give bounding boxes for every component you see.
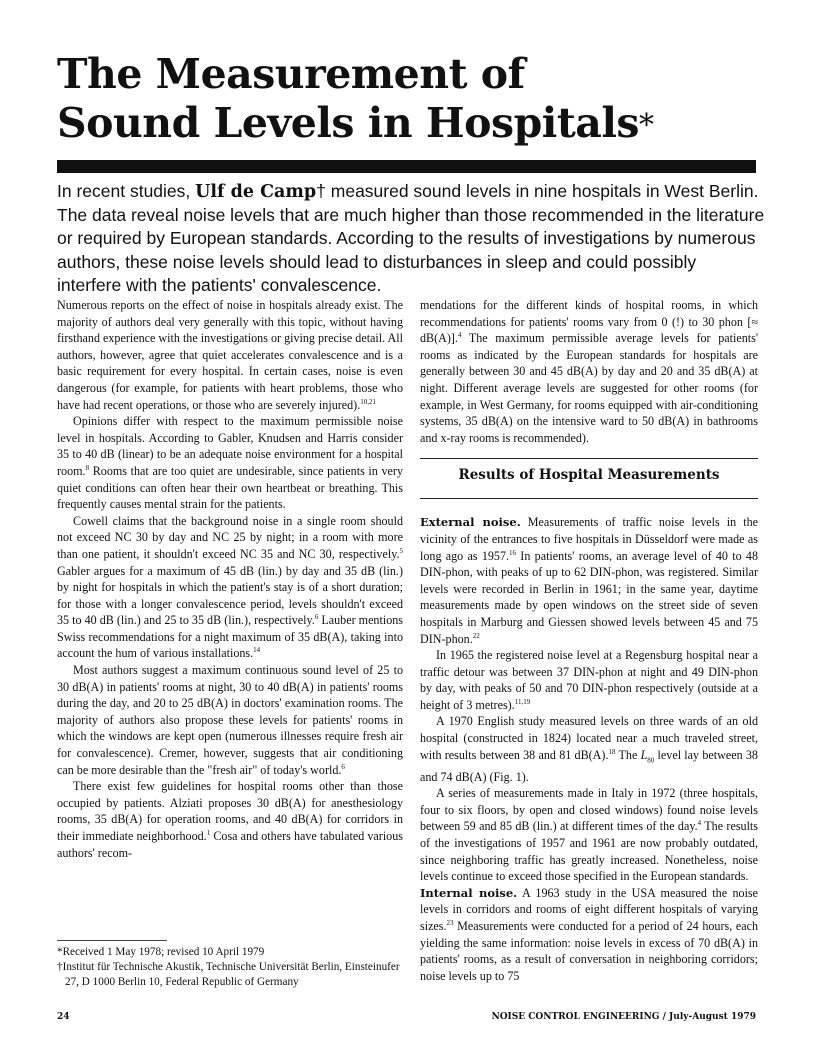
reference-mark: 11,19 (514, 697, 531, 706)
reference-mark: 23 (446, 918, 454, 927)
heading-rule-bottom (420, 498, 758, 500)
reference-mark: 22 (472, 631, 480, 640)
reference-mark: 1 (206, 828, 211, 837)
reference-mark: 8 (85, 463, 90, 472)
reference-mark: 16 (509, 548, 517, 557)
paragraph: There exist few guidelines for hospital rooms other than those occupied by patients. Alziati proposes 30 dB(A) for anesthesiology rooms, 35 dB(A) for operation rooms, and 40 dB(A) for corridors in their immediate neighborhood.$^1$ Cosa and others have tabulated various authors' recom- (57, 779, 403, 860)
level-subscript: 80 (647, 756, 655, 765)
paragraph: mendations for the different kinds of hospital rooms, in which recommendations for patients' rooms vary from 0 (!) to 30 phon [≈ dB(A)].$^4$ The maximum permissible average levels for patients' rooms as indicated by the European standards for hospitals are generally between 30 and 45 dB(A) by day and 20 and 35 dB(A) at night. Different average levels are suggested for other rooms (for example, in West Germany, for rooms equipped with air-conditioning systems, 35 dB(A) on the intensive ward to 50 dB(A) in bathrooms and x-ray rooms is recommended). (420, 298, 758, 445)
title-line-2: Sound Levels in Hospitals (57, 99, 639, 147)
reference-mark: 18 (608, 747, 616, 756)
footnotes (57, 945, 403, 990)
paragraph: External noise. Measurements of traffic noise levels in the vicinity of the entrances to five hospitals in Düsseldorf were made as long ago as 1957.16 In patients' rooms, an average level of 40 to 48 DIN-phon, with peaks of up to 62 DIN-phon, was registered. Similar levels were recorded in Berlin in 1961; in the same year, daytime measurements made by open windows on the street side of seven hospitals in Marburg and Giessen showed levels between 45 and 75 DIN-phon.$^{22}$ (420, 515, 758, 646)
footnote-rule (57, 940, 167, 941)
lead-paragraph: In recent studies, Ulf de Camp† measured sound levels in nine hospitals in West Berlin. The data reveal noise levels that are much higher than those recommended in the literature or required by European standards. According to the results of investigations by numerous authors, these noise levels should lead to disturbances in sleep and could possibly interfere with the patients' convalescence. (57, 181, 765, 295)
reference-mark: 5 (399, 546, 403, 555)
footnote-received: *Received 1 May 1978; revised 10 April 1979 (57, 946, 265, 958)
paragraph: Opinions differ with respect to the maximum permissible noise level in hospitals. According to Gabler, Knudsen and Harris consider 35 to 40 dB (linear) to be an adequate noise environment for a hospital room.$^8$ Rooms that are too quiet are undesirable, since patients in very quiet conditions can often hear their own heartbeat or breathing. This frequently causes mental strain for the patients. (57, 414, 403, 512)
reference-mark: 10,21 (360, 397, 376, 406)
reference-mark: 4 (457, 331, 462, 340)
heading-rule-top (420, 458, 758, 460)
page-number: 24 (57, 1012, 70, 1022)
right-column (420, 297, 758, 984)
author-name: Ulf de Camp (195, 182, 317, 202)
reference-mark: 4 (697, 819, 702, 828)
author-footnote-mark: † (316, 181, 326, 201)
reference-mark: 6 (314, 613, 319, 622)
article-title (57, 50, 757, 148)
paragraph: Most authors suggest a maximum continuous sound level of 25 to 30 dB(A) in patients' rooms at night, 30 to 40 dB(A) in patients' rooms during the day, and 20 to 25 dB(A) in doctors' examination rooms. The majority of authors also propose these levels for patients' rooms in which the windows are kept open (numerous illnesses require fresh air for convalescence). Cremer, however, suggests that air conditioning can be more desirable than the "fresh air" of today's world.$^6$ (57, 663, 403, 777)
title-line-1: The Measurement of (57, 50, 525, 98)
paragraph: A series of measurements made in Italy in 1972 (three hospitals, four to six floors, by open and closed windows) found noise levels between 59 and 85 dB (lin.) at different times of the day.$^4$ The results of the investigations of 1957 and 1961 are now probably outdated, since neighboring traffic has greatly increased. Nonetheless, noise levels continue to exceed those specified in the European standards. (420, 786, 758, 884)
reference-mark: 14 (253, 646, 261, 655)
level-symbol: L (640, 747, 648, 762)
paragraph: Numerous reports on the effect of noise in hospitals already exist. The majority of authors deal very generally with this topic, without having firsthand experience with the investigations or giving precise detail. All authors, however, agree that quiet accelerates convalescence and is a basic requirement for every hospital. In certain cases, noise is even dangerous (for example, for patients with heart problems, those who have had recent operations, or those who are severely injured).$^{10,21}$ (57, 298, 403, 412)
reference-mark: 6 (341, 762, 345, 771)
paragraph: Cowell claims that the background noise in a single room should not exceed NC 30 by day and NC 25 by night; in a room with more than one patient, it shouldn't exceed NC 35 and NC 30, respectively.$^5$ Gabler argues for a maximum of 45 dB (lin.) by day and 35 dB (lin.) by night for hospitals in which the patient's stay is of a short duration; for those with a longer convalescence period, levels shouldn't exceed 35 to 40 dB (lin.) and 25 to 35 dB (lin.), respectively.$^6$ Lauber mentions Swiss recommendations for a night maximum of 35 dB(A), taking into account the hum of various installations.$^{14}$ (57, 513, 403, 661)
run-in-heading: External noise. (420, 515, 521, 530)
left-column (57, 297, 403, 861)
paragraph: Internal noise. A 1963 study in the USA measured the noise levels in corridors and rooms of eight different hospitals of varying sizes.$^{23}$ Measurements were conducted for a period of 24 hours, each yielding the same information: noise levels in excess of 70 dB(A) in patients' rooms, as a result of conversation in neighboring corridors; noise levels up to 75 (420, 885, 759, 983)
title-rule (57, 160, 756, 173)
section-heading-block (420, 456, 758, 502)
journal-footer: NOISE CONTROL ENGINEERING / July-August 1979 (491, 1012, 756, 1022)
paragraph: A 1970 English study measured levels on three wards of an old hospital (constructed in 1824) located near a much traveled street, with results between 38 and 81 dB(A).$^{18}$ The $L_{80}$ level lay between 38 and 74 dB(A) (Fig. 1). (420, 714, 758, 784)
title-footnote-mark: * (639, 108, 654, 143)
paragraph: In 1965 the registered noise level at a Regensburg hospital near a traffic detour was between 37 DIN-phon at night and 49 DIN-phon by day, with peaks of 50 and 70 DIN-phon respectively (outside at a height of 3 metres).$^{11,19}$ (420, 648, 758, 712)
run-in-heading: Internal noise. (420, 885, 518, 900)
section-heading: Results of Hospital Measurements (458, 467, 720, 484)
footnote-affiliation: †Institut für Technische Akustik, Technische Universität Berlin, Einsteinufer 27, D 1000 Berlin 10, Federal Republic of Germany (57, 961, 400, 988)
